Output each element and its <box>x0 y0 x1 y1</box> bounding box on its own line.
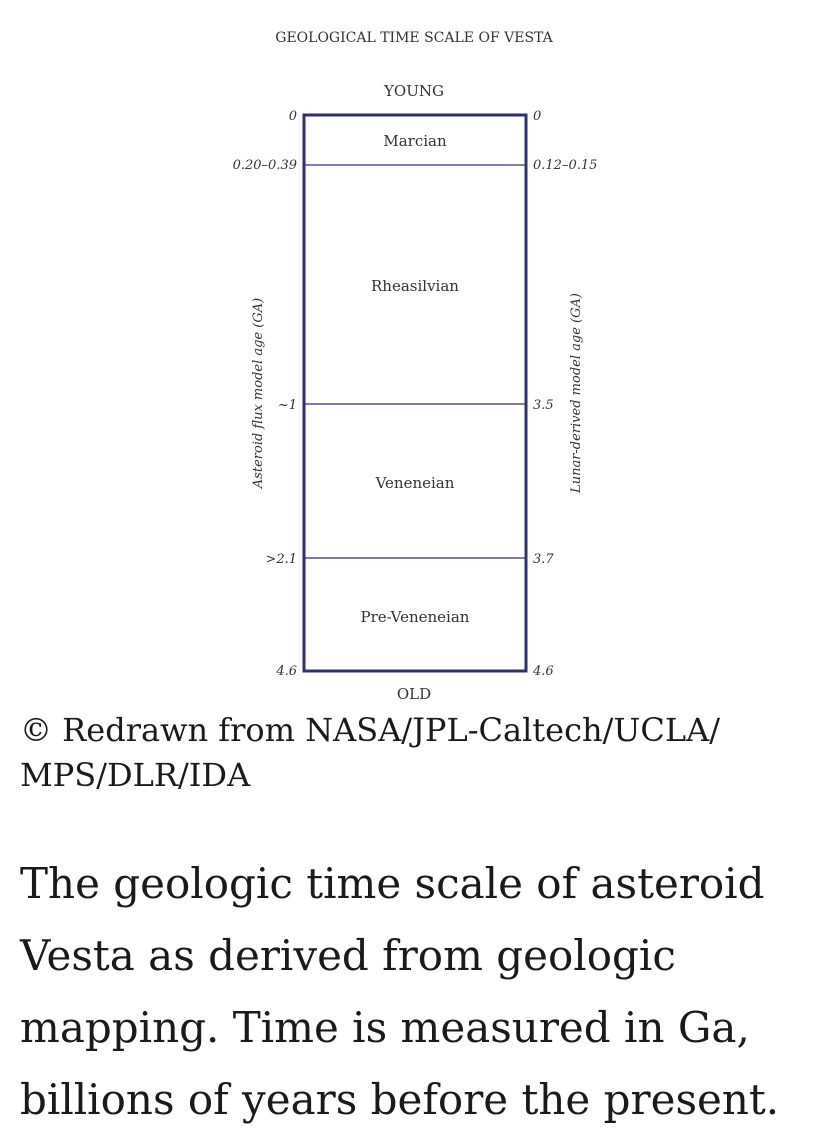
period-rheasilvian: Rheasilvian <box>371 277 459 295</box>
young-label: YOUNG <box>384 82 444 100</box>
right-age-0: 0 <box>533 109 542 124</box>
image-credit: © Redrawn from NASA/JPL-Caltech/UCLA/ MPS/DLR/IDA <box>20 711 720 794</box>
old-label: OLD <box>396 685 432 703</box>
left-axis-label: Asteroid flux model age (GA) <box>251 297 266 489</box>
right-axis-label: Lunar-derived model age (GA) <box>569 293 584 493</box>
left-age-1: 0.20–0.39 <box>232 158 297 173</box>
right-age-2: 3.5 <box>533 398 554 413</box>
diagram-title: GEOLOGICAL TIME SCALE OF VESTA <box>275 30 553 46</box>
right-age-1: 0.12–0.15 <box>533 158 598 173</box>
left-age-0: 0 <box>288 109 297 124</box>
period-veneneian: Veneneian <box>375 474 455 492</box>
left-age-2: ~1 <box>277 398 297 413</box>
right-age-3: 3.7 <box>533 552 554 567</box>
figure-caption: The geologic time scale of asteroid Vesta as derived from geologic mapping. Time is measured in Ga, billions of years before the present. <box>20 859 780 1124</box>
time-scale-frame <box>304 115 526 671</box>
period-marcian: Marcian <box>383 132 447 150</box>
left-age-3: >2.1 <box>265 552 297 567</box>
right-age-4: 4.6 <box>533 664 554 679</box>
period-pre-veneneian: Pre-Veneneian <box>360 608 470 626</box>
left-age-4: 4.6 <box>276 664 297 679</box>
